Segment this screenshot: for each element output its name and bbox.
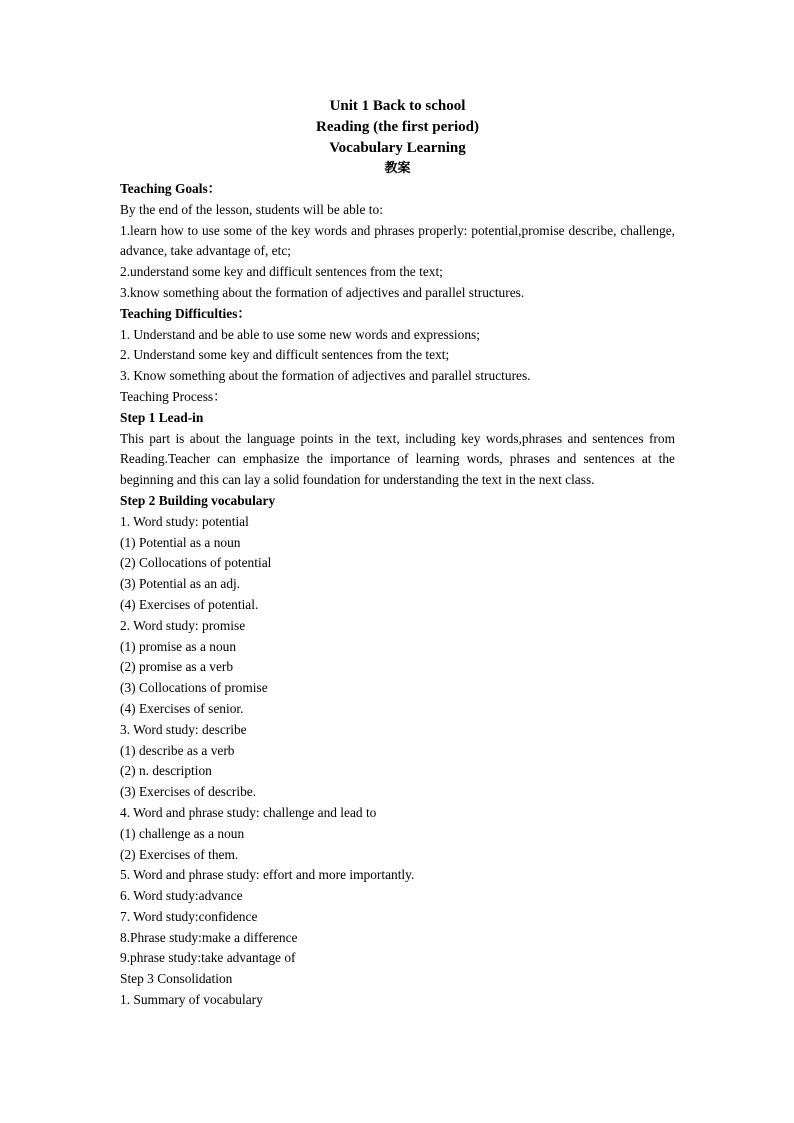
vocabulary-title: Vocabulary Learning (329, 140, 466, 156)
teaching-difficulties-heading: Teaching Difficulties： (120, 305, 251, 321)
goal-item-3: 3.know something about the formation of adjectives and parallel structures. (120, 284, 525, 300)
step2-item: (1) promise as a noun (120, 638, 237, 654)
goal-item-2: 2.understand some key and difficult sentences from the text; (120, 264, 443, 280)
step2-item: 4. Word and phrase study: challenge and lead to (120, 804, 377, 820)
difficulty-item-1: 1. Understand and be able to use some new words and expressions; (120, 326, 480, 342)
lesson-plan-page (120, 96, 675, 1011)
step2-item: 6. Word study:advance (120, 888, 243, 904)
step2-item: 3. Word study: describe (120, 721, 247, 737)
step2-item: (1) describe as a verb (120, 742, 235, 758)
step2-item: (4) Exercises of senior. (120, 700, 244, 716)
step2-item: (3) Potential as an adj. (120, 576, 241, 592)
goals-intro: By the end of the lesson, students will be able to: (120, 201, 383, 217)
step2-item: (2) Exercises of them. (120, 846, 239, 862)
teaching-goals-heading: Teaching Goals： (120, 181, 222, 196)
step1-text: This part is about the language points in the text, including key words,phrases and sentences from Reading.Teacher can emphasize the importance of learning words, phrases and sentences at the beginning and this can lay a solid foundation for understanding the text in the next class. (120, 430, 675, 488)
step2-item: 2. Word study: promise (120, 617, 246, 633)
goal-item-1: 1.learn how to use some of the key words and phrases properly: potential,promise describe, challenge, advance, take advantage of, etc; (120, 222, 675, 259)
step2-item: 9.phrase study:take advantage of (120, 950, 296, 966)
step3-item: 1. Summary of vocabulary (120, 992, 263, 1008)
step2-item: (2) promise as a verb (120, 659, 234, 675)
unit-title: Unit 1 Back to school (329, 98, 466, 114)
step2-item: (2) n. description (120, 763, 212, 779)
step2-item: 5. Word and phrase study: effort and more importantly. (120, 867, 415, 883)
step2-item: (2) Collocations of potential (120, 555, 272, 571)
step2-item: (3) Exercises of describe. (120, 784, 257, 800)
step2-heading: Step 2 Building vocabulary (120, 492, 276, 508)
step2-item: (4) Exercises of potential. (120, 596, 259, 612)
lesson-plan-label: 教案 (384, 161, 411, 176)
step1-heading: Step 1 Lead-in (120, 409, 204, 425)
difficulty-item-3: 3. Know something about the formation of adjectives and parallel structures. (120, 368, 531, 384)
teaching-process-heading: Teaching Process： (120, 388, 227, 404)
step2-item: (3) Collocations of promise (120, 680, 268, 696)
reading-title: Reading (the first period) (316, 119, 479, 135)
step2-item: 7. Word study:confidence (120, 908, 258, 924)
difficulty-item-2: 2. Understand some key and difficult sentences from the text; (120, 347, 450, 363)
step2-item: 8.Phrase study:make a difference (120, 929, 298, 945)
step2-item: 1. Word study: potential (120, 513, 249, 529)
step3-heading: Step 3 Consolidation (120, 971, 233, 987)
step2-item: (1) Potential as a noun (120, 534, 241, 550)
step2-item: (1) challenge as a noun (120, 825, 245, 841)
